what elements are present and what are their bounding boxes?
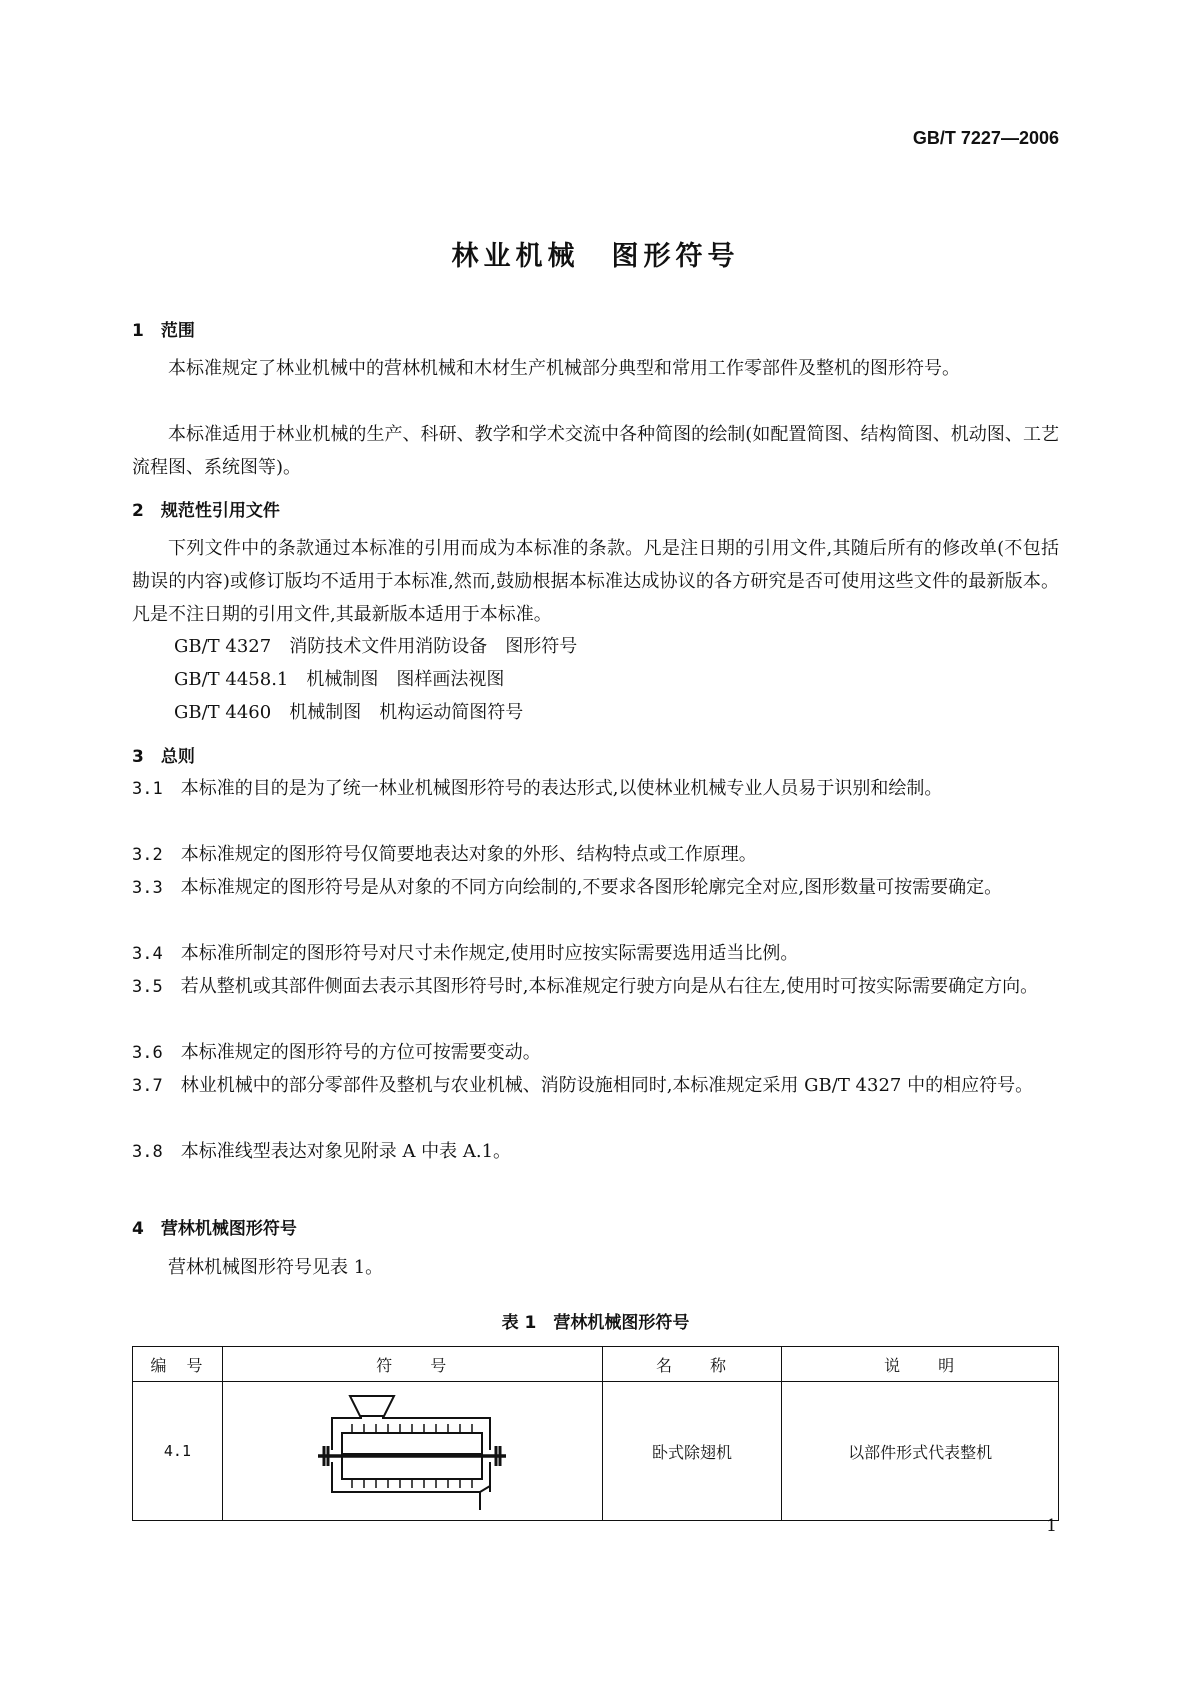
table-header-row bbox=[133, 1347, 1059, 1382]
clause-number: 3.7 bbox=[132, 1076, 163, 1096]
clause-text: 若从整机或其部件侧面去表示其图形符号时,本标准规定行驶方向是从右往左,使用时可按实际需要确定方向。 bbox=[180, 976, 1039, 997]
clause-text: 本标准规定的图形符号仅简要地表达对象的外形、结构特点或工作原理。 bbox=[180, 844, 757, 865]
horizontal-dewinger-symbol-icon bbox=[312, 1388, 512, 1514]
section-3-heading: 3 总则 bbox=[132, 747, 195, 767]
clause-3-8 bbox=[132, 1135, 1059, 1169]
standard-code: GB/T 7227—2006 bbox=[912, 128, 1059, 148]
document-title: 林业机械 图形符号 bbox=[451, 241, 740, 272]
clause-text: 本标准所制定的图形符号对尺寸未作规定,使用时应按实际需要选用适当比例。 bbox=[180, 943, 799, 964]
clause-number: 3.6 bbox=[132, 1043, 163, 1063]
clause-text: 本标准规定的图形符号是从对象的不同方向绘制的,不要求各图形轮廓完全对应,图形数量可按需要确定。 bbox=[180, 877, 1003, 898]
clause-3-5 bbox=[132, 970, 1059, 1004]
table-row bbox=[133, 1382, 1059, 1521]
reference-item: GB/T 4460 机械制图 机构运动简图符号 bbox=[174, 702, 524, 723]
name-cell: 卧式除翅机 bbox=[602, 1382, 782, 1521]
code-cell: 4.1 bbox=[133, 1382, 223, 1521]
table-title: 表 1 营林机械图形符号 bbox=[501, 1313, 690, 1333]
section-2-heading: 2 规范性引用文件 bbox=[132, 501, 280, 521]
reference-item: GB/T 4327 消防技术文件用消防设备 图形符号 bbox=[174, 636, 578, 657]
clause-text: 林业机械中的部分零部件及整机与农业机械、消防设施相同时,本标准规定采用 GB/T 4327 中的相应符号。 bbox=[180, 1075, 1034, 1096]
note-cell: 以部件形式代表整机 bbox=[782, 1382, 1059, 1521]
clause-text: 本标准规定的图形符号的方位可按需要变动。 bbox=[180, 1042, 541, 1063]
clause-number: 3.5 bbox=[132, 977, 163, 997]
column-header: 编 号 bbox=[133, 1347, 223, 1382]
clause-3-7 bbox=[132, 1069, 1059, 1103]
column-header: 名 称 bbox=[602, 1347, 782, 1382]
clause-3-1 bbox=[132, 772, 1059, 806]
clause-number: 3.8 bbox=[132, 1142, 163, 1162]
section-1-heading: 1 范围 bbox=[132, 321, 195, 341]
section-1-paragraph-1: 本标准规定了林业机械中的营林机械和木材生产机械部分典型和常用工作零部件及整机的图形符号。 bbox=[168, 358, 960, 379]
reference-item: GB/T 4458.1 机械制图 图样画法视图 bbox=[174, 669, 505, 690]
clause-number: 3.1 bbox=[132, 779, 163, 799]
clause-number: 3.2 bbox=[132, 845, 163, 865]
clause-text: 本标准线型表达对象见附录 A 中表 A.1。 bbox=[180, 1141, 512, 1162]
section-4-paragraph: 营林机械图形符号见表 1。 bbox=[168, 1257, 384, 1278]
section-4-heading: 4 营林机械图形符号 bbox=[132, 1219, 297, 1239]
clause-3-3 bbox=[132, 871, 1059, 905]
clause-3-4 bbox=[132, 937, 1059, 971]
page-number: 1 bbox=[1046, 1516, 1057, 1536]
symbol-cell bbox=[222, 1382, 602, 1521]
column-header: 说 明 bbox=[782, 1347, 1059, 1382]
section-1-paragraph-2: 本标准适用于林业机械的生产、科研、教学和学术交流中各种简图的绘制(如配置简图、结构简图、机动图、工艺流程图、系统图等)。 bbox=[132, 424, 1059, 478]
clause-3-2 bbox=[132, 838, 1059, 872]
column-header: 符 号 bbox=[222, 1347, 602, 1382]
clause-number: 3.4 bbox=[132, 944, 163, 964]
clause-text: 本标准的目的是为了统一林业机械图形符号的表达形式,以使林业机械专业人员易于识别和绘制。 bbox=[180, 778, 943, 799]
symbol-table bbox=[132, 1346, 1059, 1521]
clause-number: 3.3 bbox=[132, 878, 163, 898]
clause-3-6 bbox=[132, 1036, 1059, 1070]
section-2-paragraph: 下列文件中的条款通过本标准的引用而成为本标准的条款。凡是注日期的引用文件,其随后所有的修改单(不包括勘误的内容)或修订版均不适用于本标准,然而,鼓励根据本标准达成协议的各方研究是否可使用这些文件的最新版本。凡是不注日期的引用文件,其最新版本适用于本标准。 bbox=[132, 538, 1059, 625]
